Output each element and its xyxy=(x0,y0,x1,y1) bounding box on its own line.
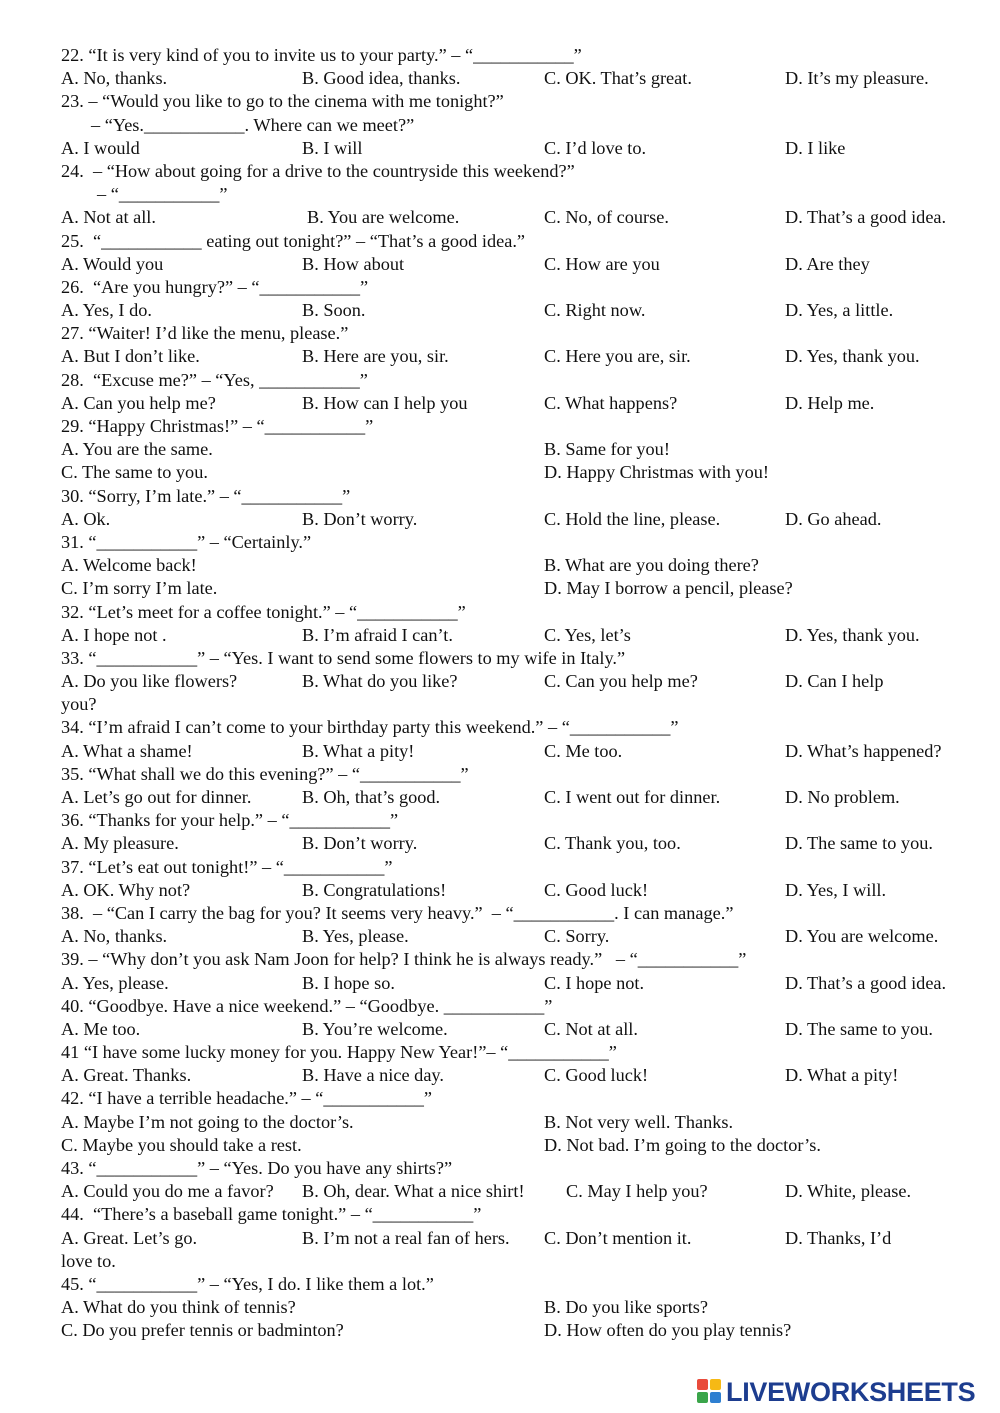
options-row xyxy=(61,972,971,995)
option-d: D. The same to you. xyxy=(785,1018,933,1039)
options-row xyxy=(61,577,971,600)
option-c: C. Don’t mention it. xyxy=(544,1227,692,1248)
option-d: D. Yes, thank you. xyxy=(785,346,920,367)
option-d: D. How often do you play tennis? xyxy=(544,1320,792,1341)
option-c: C. How are you xyxy=(544,253,660,274)
option-d: D. Help me. xyxy=(785,392,875,413)
worksheet xyxy=(61,44,971,1343)
question-stem: 25. “___________ eating out tonight?” – “That’s a good idea.” xyxy=(61,230,526,251)
option-a: A. Can you help me? xyxy=(61,392,216,413)
options-row xyxy=(61,345,971,368)
option-b: B. Oh, dear. What a nice shirt! xyxy=(302,1181,525,1202)
option-a: A. No, thanks. xyxy=(61,68,168,89)
option-d: D. What’s happened? xyxy=(785,740,942,761)
option-b: B. Good idea, thanks. xyxy=(302,68,461,89)
option-c: C. Sorry. xyxy=(544,926,610,947)
option-c: C. I’m sorry I’m late. xyxy=(61,578,218,599)
option-a: A. Let’s go out for dinner. xyxy=(61,787,252,807)
options-row xyxy=(61,624,971,647)
options-row xyxy=(61,299,971,322)
option-d: D. That’s a good idea. xyxy=(785,207,947,228)
question-stem: 26. “Are you hungry?” – “___________” xyxy=(61,276,369,297)
option-c: C. Right now. xyxy=(544,300,646,321)
question-stem: 39. – “Why don’t you ask Nam Joon for help? I think he is always ready.” – “___________” xyxy=(61,949,747,970)
option-b: B. Here are you, sir. xyxy=(302,346,449,367)
liveworksheets-logo-icon xyxy=(697,1379,723,1405)
option-c: C. Yes, let’s xyxy=(544,624,631,645)
option-d: D. That’s a good idea. xyxy=(785,972,947,993)
option-a: A. Maybe I’m not going to the doctor’s. xyxy=(61,1111,354,1132)
option-b: B. How can I help you xyxy=(302,392,468,413)
options-row xyxy=(61,1018,971,1041)
option-a: A. I would xyxy=(61,137,140,158)
option-c: C. May I help you? xyxy=(566,1181,708,1202)
option-a: A. Yes, I do. xyxy=(61,300,152,321)
options-row xyxy=(61,1064,971,1087)
option-a: A. No, thanks. xyxy=(61,926,168,947)
option-wrap: love to. xyxy=(61,1250,116,1271)
option-b: B. Soon. xyxy=(302,300,366,321)
option-b: B. Don’t worry. xyxy=(302,508,418,529)
question-stem: 29. “Happy Christmas!” – “___________” xyxy=(61,416,374,436)
option-d: D. What a pity! xyxy=(785,1065,899,1086)
option-c: C. OK. That’s great. xyxy=(544,68,692,89)
option-b: B. You are welcome. xyxy=(307,207,460,228)
question-stem: 42. “I have a terrible headache.” – “___________” xyxy=(61,1088,433,1109)
question-stem: 43. “___________” – “Yes. Do you have any shirts?” xyxy=(61,1158,453,1178)
option-d: D. Thanks, I’d xyxy=(785,1227,892,1248)
option-b: B. Do you like sports? xyxy=(544,1297,709,1318)
option-d: D. It’s my pleasure. xyxy=(785,68,929,89)
option-b: B. Don’t worry. xyxy=(302,833,418,854)
option-d: D. Are they xyxy=(785,253,870,274)
option-b: B. You’re welcome. xyxy=(302,1018,448,1039)
option-c: C. Can you help me? xyxy=(544,671,698,692)
option-a: A. What a shame! xyxy=(61,740,193,761)
question-stem: 22. “It is very kind of you to invite us to your party.” – “___________” xyxy=(61,45,582,65)
option-b: B. How about xyxy=(302,253,405,274)
option-c: C. The same to you. xyxy=(61,462,208,483)
question-stem: 23. – “Would you like to go to the cinema with me tonight?” xyxy=(61,91,504,112)
question-stem: 44. “There’s a baseball game tonight.” – “___________” xyxy=(61,1204,482,1225)
question-stem: 37. “Let’s eat out tonight!” – “___________” xyxy=(61,856,393,877)
option-b: B. I hope so. xyxy=(302,972,395,993)
question-stem-continued: – “___________” xyxy=(97,184,228,205)
option-a: A. Ok. xyxy=(61,508,111,529)
options-row xyxy=(61,206,971,229)
option-d: D. The same to you. xyxy=(785,833,933,854)
option-d: D. You are welcome. xyxy=(785,926,939,947)
option-c: C. Thank you, too. xyxy=(544,833,681,854)
options-row xyxy=(61,925,971,948)
option-c: C. Not at all. xyxy=(544,1018,638,1039)
option-c: C. Good luck! xyxy=(544,879,649,900)
option-b: B. Have a nice day. xyxy=(302,1065,444,1086)
option-c: C. Good luck! xyxy=(544,1065,649,1086)
option-d: D. Yes, a little. xyxy=(785,300,894,321)
option-c: C. Maybe you should take a rest. xyxy=(61,1134,302,1155)
option-a: A. Not at all. xyxy=(61,207,156,228)
option-b: B. Congratulations! xyxy=(302,879,447,900)
option-b: B. I will xyxy=(302,137,363,158)
option-d: D. Not bad. I’m going to the doctor’s. xyxy=(544,1134,821,1155)
option-b: B. Yes, please. xyxy=(302,926,409,947)
option-d: D. Happy Christmas with you! xyxy=(544,462,769,483)
logo-text: LIVEWORKSHEETS xyxy=(726,1376,976,1407)
question-stem: 32. “Let’s meet for a coffee tonight.” – “___________” xyxy=(61,601,466,622)
option-c: C. Me too. xyxy=(544,740,623,761)
option-a: A. Welcome back! xyxy=(61,555,197,576)
option-a: A. Do you like flowers? xyxy=(61,671,238,692)
option-b: B. What are you doing there? xyxy=(544,555,759,576)
option-c: C. Hold the line, please. xyxy=(544,508,721,529)
options-row xyxy=(61,1111,971,1134)
option-b: B. I’m not a real fan of hers. xyxy=(302,1227,510,1248)
question-stem: 27. “Waiter! I’d like the menu, please.” xyxy=(61,323,349,344)
options-row xyxy=(61,832,971,855)
option-a: A. OK. Why not? xyxy=(61,879,191,900)
options-row xyxy=(61,786,971,809)
option-b: B. What do you like? xyxy=(302,671,458,692)
options-row xyxy=(61,670,971,693)
option-b: B. Oh, that’s good. xyxy=(302,787,441,807)
option-c: C. I hope not. xyxy=(544,972,645,993)
option-c: C. Here you are, sir. xyxy=(544,346,691,367)
question-stem: 24. – “How about going for a drive to the countryside this weekend?” xyxy=(61,160,575,181)
option-d: D. Yes, I will. xyxy=(785,879,887,900)
option-a: A. Great. Let’s go. xyxy=(61,1227,198,1248)
option-d: D. I like xyxy=(785,137,846,158)
options-row xyxy=(61,740,971,763)
option-a: A. But I don’t like. xyxy=(61,346,200,367)
options-row xyxy=(61,137,971,160)
options-row xyxy=(61,461,971,484)
option-b: B. Same for you! xyxy=(544,439,670,460)
options-row xyxy=(61,508,971,531)
options-row xyxy=(61,879,971,902)
question-stem: 41 “I have some lucky money for you. Happy New Year!”– “___________” xyxy=(61,1042,617,1063)
question-stem: 38. – “Can I carry the bag for you? It seems very heavy.” – “___________. I can manage.” xyxy=(61,902,734,923)
question-stem: 28. “Excuse me?” – “Yes, ___________” xyxy=(61,369,368,390)
option-c: C. I went out for dinner. xyxy=(544,787,721,807)
option-a: A. I hope not . xyxy=(61,624,167,645)
option-c: C. Do you prefer tennis or badminton? xyxy=(61,1320,344,1341)
option-c: C. No, of course. xyxy=(544,207,669,228)
question-stem: 34. “I’m afraid I can’t come to your birthday party this weekend.” – “___________” xyxy=(61,717,679,738)
option-b: B. I’m afraid I can’t. xyxy=(302,624,453,645)
option-d: D. Can I help xyxy=(785,671,884,692)
question-stem: 33. “___________” – “Yes. I want to send some flowers to my wife in Italy.” xyxy=(61,647,626,668)
options-row xyxy=(61,1134,971,1157)
options-row xyxy=(61,67,971,90)
question-stem: 45. “___________” – “Yes, I do. I like them a lot.” xyxy=(61,1273,434,1294)
options-row xyxy=(61,554,971,577)
option-wrap: you? xyxy=(61,694,97,715)
options-row xyxy=(61,392,971,415)
options-row xyxy=(61,438,971,461)
question-stem: 36. “Thanks for your help.” – “___________” xyxy=(61,810,399,831)
options-row xyxy=(61,1180,971,1203)
option-c: C. What happens? xyxy=(544,392,678,413)
option-d: D. No problem. xyxy=(785,787,900,807)
options-row xyxy=(61,1296,971,1319)
option-d: D. Go ahead. xyxy=(785,508,882,529)
option-a: A. Me too. xyxy=(61,1018,141,1039)
option-d: D. Yes, thank you. xyxy=(785,624,920,645)
option-a: A. You are the same. xyxy=(61,439,213,460)
option-b: B. Not very well. Thanks. xyxy=(544,1111,734,1132)
question-stem: 31. “___________” – “Certainly.” xyxy=(61,531,312,552)
option-a: A. Would you xyxy=(61,253,164,274)
question-stem: 40. “Goodbye. Have a nice weekend.” – “Goodbye. ___________” xyxy=(61,995,553,1016)
option-d: D. White, please. xyxy=(785,1181,912,1202)
option-a: A. Great. Thanks. xyxy=(61,1065,192,1086)
option-b: B. What a pity! xyxy=(302,740,415,761)
question-stem: 30. “Sorry, I’m late.” – “___________” xyxy=(61,485,351,506)
option-a: A. My pleasure. xyxy=(61,833,179,854)
option-d: D. May I borrow a pencil, please? xyxy=(544,578,793,599)
liveworksheets-logo[interactable] xyxy=(697,1377,975,1407)
option-a: A. Could you do me a favor? xyxy=(61,1181,274,1202)
option-a: A. Yes, please. xyxy=(61,972,169,993)
option-c: C. I’d love to. xyxy=(544,137,647,158)
options-row xyxy=(61,1319,971,1342)
option-a: A. What do you think of tennis? xyxy=(61,1297,296,1318)
options-row xyxy=(61,1227,971,1250)
question-stem: 35. “What shall we do this evening?” – “___________” xyxy=(61,763,469,784)
options-row xyxy=(61,253,971,276)
question-stem-continued: – “Yes.___________. Where can we meet?” xyxy=(91,114,415,135)
